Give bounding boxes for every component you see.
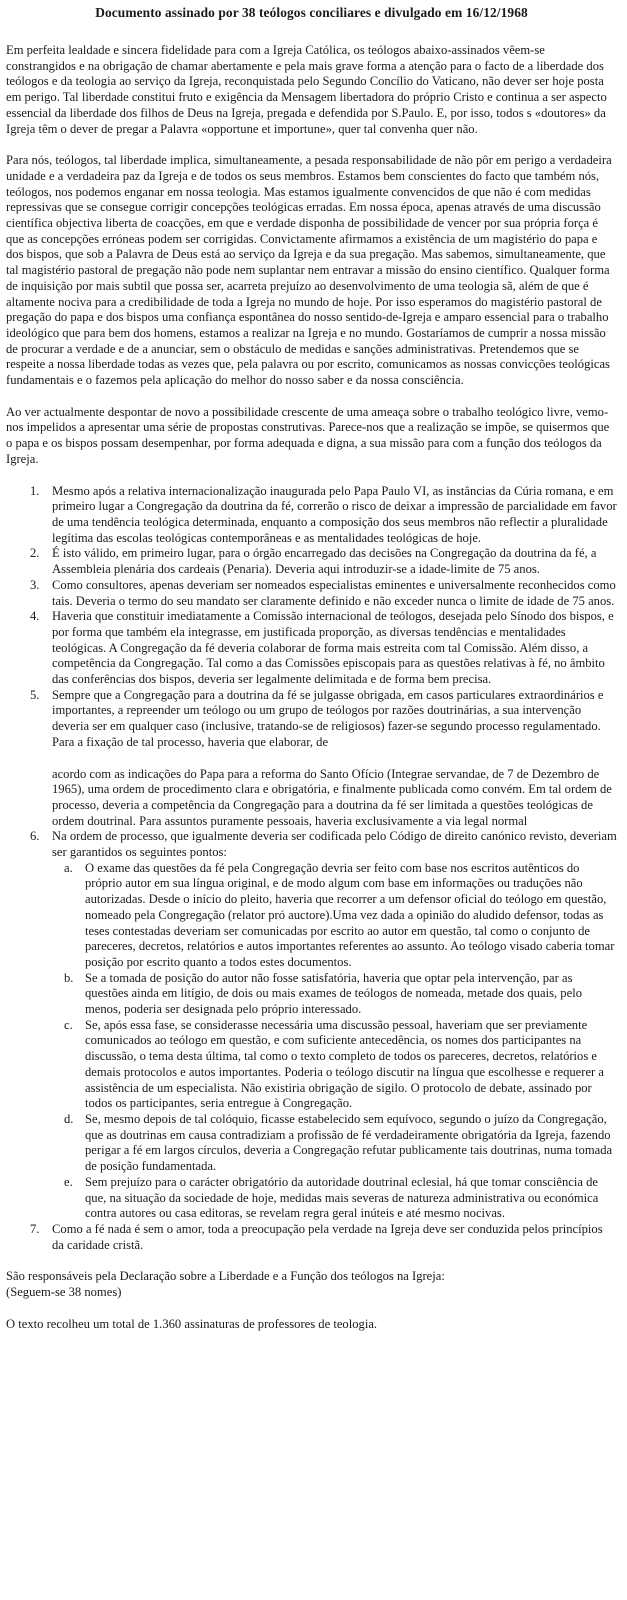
proposal-number: 3. <box>30 577 40 592</box>
procedure-point-b <box>52 971 617 1018</box>
proposals-list-wrapper <box>6 484 617 1254</box>
procedure-point-text: Se, mesmo depois de tal colóquio, ficasse estabelecido sem equívoco, segundo o juízo da Congregação, que as doutrinas em causa contradiziam a profissão de fé verdadeiramente obrigatória da Igreja, fazendo perigar a fé em largos círculos, deveria a Congregação refutar publicamente tais doutrinas, numa tomada de posição fundamentada. <box>85 1112 613 1174</box>
procedure-point-text: O exame das questões da fé pela Congregação devria ser feito com base nos escritos autênticos do próprio autor em sua língua original, e de modo algum com base em informações ou traduções não autorizadas. Desde o início do pleito, haveria que recorrer a um defensor oficial do teólogo em questão, nomeado pela Congregação (relator pró auctore).Uma vez dada a opinião do aludido defensor, todas as teses contestadas deveriam ser comunicadas por escrito ao autor em questão, tal como o conjunto de pareceres, decretos, relatórios e autos importantes referentes ao assunto. Ao teólogo visado caberia tomar posição por escrito quanto a todos estes documentos. <box>85 860 615 969</box>
proposal-item-4 <box>6 609 617 688</box>
proposal-text: Como consultores, apenas deveriam ser nomeados especialistas eminentes e universalmente reconhecidos como tais. Deveria o termo do seu mandato ser claramente definido e não exceder nunca o limite de idade de 75 anos. <box>52 577 616 608</box>
procedure-point-text: Se a tomada de posição do autor não fosse satisfatória, haveria que optar pela intervenção, par as questões ainda em litígio, de dois ou mais exames de teólogos de nomeada, metade dos quais, pelo menos, poderia ser designada pelo próprio interessado. <box>85 970 582 1017</box>
proposal-item-2 <box>6 546 617 577</box>
proposal-number: 1. <box>30 483 40 498</box>
signature-total-note: O texto recolheu um total de 1.360 assinaturas de professores de teologia. <box>6 1316 378 1331</box>
signatories-statement <box>6 1269 617 1300</box>
proposal-number: 5. <box>30 687 40 702</box>
document-title: Documento assinado por 38 teólogos conciliares e divulgado em 16/12/1968 <box>95 5 528 20</box>
procedure-point-letter: d. <box>64 1112 74 1126</box>
proposal-text: É isto válido, em primeiro lugar, para o órgão encarregado das decisões na Congregação da doutrina da fé, a Assembleia plenária dos cardeais (Penaria). Deveria aqui introduzir-se a idade-limite de 75 anos. <box>52 546 597 577</box>
proposal-text: Haveria que constituir imediatamente a Comissão internacional de teólogos, desejada pelo Sínodo dos bispos, e por forma que também ela integrasse, em justificada proporção, as diversas tendências e mentalidades teológicas. A Congregação da fé deveria colaborar de forma mais estreita com tal Comissão. Além disso, a competência da Congregação. Tal como a das Comissões episcopais para as questões relativas à fé, no âmbito das conferências dos bispos, deveria ser legalmente delimitada e de forma bem precisa. <box>52 609 614 687</box>
proposal-text: Como a fé nada é sem o amor, toda a preocupação pela verdade na Igreja deve ser conduzida pelos princípios da caridade cristã. <box>52 1221 603 1252</box>
proposal-number: 6. <box>30 829 40 844</box>
procedure-point-c <box>52 1018 617 1112</box>
proposals-list <box>6 484 617 1254</box>
proposal-item-6 <box>6 829 617 1222</box>
proposal-text: Na ordem de processo, que igualmente deveria ser codificada pelo Código de direito canónico revisto, deveriam ser garantidos os seguintes pontos: <box>52 829 617 860</box>
proposal-number: 4. <box>30 609 40 624</box>
intro-paragraph-3: Ao ver actualmente despontar de novo a possibilidade crescente de uma ameaça sobre o trabalho teológico livre, vemo-nos impelidos a apresentar uma série de propostas construtivas. Parece-nos que a realização se impõe, se quisermos que o papa e os bispos possam desempenhar, por forma adequada e digna, a sua missão para com a função dos teólogos da Igreja. <box>6 404 610 466</box>
proposal-item-5 <box>6 688 617 830</box>
proposal-number: 7. <box>30 1221 40 1236</box>
proposal-text-continuation: acordo com as indicações do Papa para a reforma do Santo Ofício (Integrae servandae, de 7 de Dezembro de 1965), uma ordem de procedimento clara e obrigatória, e finalmente publicada como convém. Em tal ordem de processo, deveria a competência da Congregação para a doutrina da fé ser limitada a questões teológicas de ordem doutrinal. Para assuntos puramente pessoais, haveria exclusivamente a via legal normal <box>52 766 612 828</box>
procedure-point-letter: b. <box>64 970 74 985</box>
procedure-point-letter: e. <box>64 1174 73 1189</box>
proposal-item-7 <box>6 1222 617 1253</box>
proposal-text: Mesmo após a relativa internacionalização inaugurada pelo Papa Paulo VI, as instâncias da Cúria romana, e em primeiro lugar a Congregação da doutrina da fé, correrão o risco de deixar a impressão de parcialidade em favor de uma tendência teológica determinada, enquanto a composição dos seus membros não reflectir a pluralidade legítima das escolas teológicas contemporâneas e as mentalidades teológicas de hoje. <box>52 483 617 545</box>
intro-paragraph-2: Para nós, teólogos, tal liberdade implica, simultaneamente, a pesada responsabilidade de não pôr em perigo a verdadeira unidade e a verdadeira paz da Igreja e de todos os seus membros. Estamos bem conscientes do facto que também nós, teólogos, nos podemos enganar em nossa teologia. Mas estamos igualmente convencidos de que não é com medidas repressivas que se consegue corrigir concepções teológicas erradas. Em nossa época, apenas através de uma discussão científica objectiva liberta de coacções, em que e verdade disponha de possibilidade de vencer por sua própria força é que as concepções erróneas podem ser corrigidas. Convictamente afirmamos a existência de um magistério do papa e dos bispos, que sob a Palavra de Deus está ao serviço da Igreja e da sua pregação. Mas sabemos, simultaneamente, que tal magistério pastoral de pregação não pode nem suplantar nem entravar a missão do ensino científico. Qualquer forma de inquisição por mais subtil que possa ser, acarreta prejuízo ao desenvolvimento de uma teologia sã, além de que é altamente nociva para a credibilidade de toda a Igreja no mundo de hoje. Por isso esperamos do magistério pastoral de pregação do papa e dos bispos uma confiança espontânea do nosso sentido-de-Igreja e amparo essencial para o trabalho ideológico que para bem dos homens, estamos a realizar na Igreja e no mundo. Gostaríamos de cumprir a nossa missão de procurar a verdade e de a anunciar, sem o obstáculo de medidas e sanções administrativas. Pretendemos que se respeite a nossa liberdade todas as vezes que, pela palavra ou por escrito, comunicamos as nossas convicções teológicas fundamentais e o fazemos pela aplicação do melhor do nosso saber e da nossa consciência. <box>6 153 612 388</box>
procedure-point-a <box>52 861 617 971</box>
intro-paragraph-1: Em perfeita lealdade e sincera fidelidade para com a Igreja Católica, os teólogos abaixo-assinados vêem-se constrangidos e na obrigação de chamar abertamente e pela mais grave forma a atenção para o facto de a liberdade dos teólogos e da teologia ao serviço da Igreja, reconquistada pelo Segundo Concílio do Vaticano, não dever ser hoje posta em perigo. Tal liberdade constitui fruto e exigência da Mensagem libertadora do próprio Cristo e continua a ser aspecto essencial da liberdade dos filhos de Deus na Igreja, pregada e defendida por S.Paulo. E, por isso, todos s «doutores» da Igreja têm o dever de pregar a Palavra «opportune et importune», quer tal convenha quer não. <box>6 43 607 136</box>
signatories-count-note: (Seguem-se 38 nomes) <box>6 1285 122 1300</box>
procedure-point-e <box>52 1175 617 1222</box>
procedure-point-letter: c. <box>64 1017 73 1032</box>
procedure-points-list <box>52 861 617 1222</box>
proposal-item-3 <box>6 578 617 609</box>
proposal-number: 2. <box>30 546 40 561</box>
procedure-point-d <box>52 1112 617 1175</box>
proposal-item-1 <box>6 484 617 547</box>
procedure-point-letter: a. <box>64 860 73 875</box>
proposal-text: Sempre que a Congregação para a doutrina da fé se julgasse obrigada, em casos particulares extraordinários e importantes, a repreender um teólogo ou um grupo de teólogos por razões doutrinárias, a sua intervenção deveria ser em qualquer caso (inclusive, tratando-se de religiosos) fazer-se segundo processo regulamentado. Para a fixação de tal processo, haveria que elaborar, de <box>52 687 604 749</box>
procedure-point-text: Se, após essa fase, se considerasse necessária uma discussão pessoal, haveriam que ser previamente comunicados ao teólogo em questão, e com suficiente antecedência, os nomes dos participantes na discussão, o tema desta última, tal como o texto completo de todos os pareceres, decretos, relatórios e demais protocolos e autos importantes. Poderia o teólogo discutir na língua que escolhesse e requerer a assistência de um especialista. Não existiria obrigação de sigilo. O protocolo de debate, assinado por todos os participantes, seria entregue à Congregação. <box>85 1017 604 1111</box>
procedure-point-text: Sem prejuízo para o carácter obrigatório da autoridade doutrinal eclesial, há que tomar consciência de que, na situação da sociedade de hoje, medidas mais severas de natureza administrativa ou económica contra autores ou casa editoras, se revelam regra geral inúteis e até mesmo nocivas. <box>85 1174 599 1221</box>
signatories-line: São responsáveis pela Declaração sobre a Liberdade e a Função dos teólogos na Igreja: <box>6 1269 445 1284</box>
